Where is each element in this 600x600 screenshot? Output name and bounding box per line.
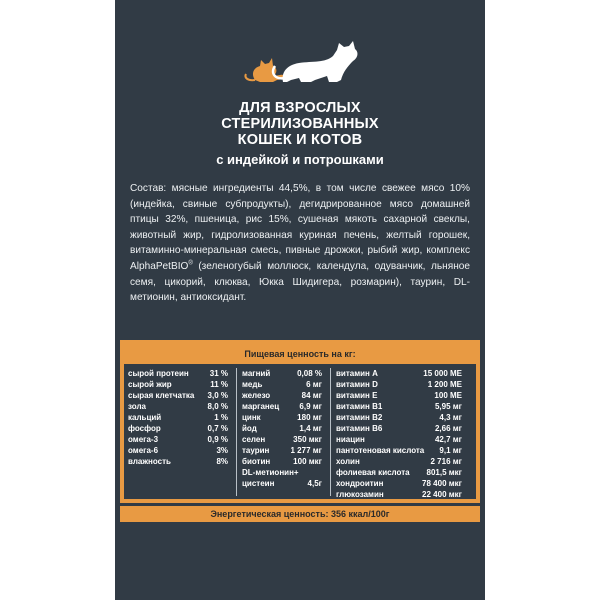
nutrient-row [336, 434, 462, 445]
nutrient-value: 42,7 мг [434, 435, 462, 444]
nutrient-row [336, 478, 462, 489]
nutrient-row [242, 478, 322, 489]
nutrient-name: фосфор [128, 424, 161, 433]
nutrient-name: омега-6 [128, 446, 159, 455]
nutrient-row [128, 390, 228, 401]
nutrient-value: 4,5г [307, 479, 322, 488]
nutrient-row [128, 423, 228, 434]
nutrient-value: 8,0 % [207, 402, 228, 411]
nutrient-row [242, 423, 322, 434]
nutrient-value: 8% [216, 457, 228, 466]
nutrient-name: витамин D [336, 380, 378, 389]
nutrition-column-3 [336, 368, 462, 500]
flavor-subline: с индейкой и потрошками [216, 152, 384, 167]
nutrient-row [336, 423, 462, 434]
nutrient-row [128, 379, 228, 390]
nutrient-name: биотин [242, 457, 271, 466]
nutrient-value: 1,4 мг [299, 424, 322, 433]
nutrient-name: медь [242, 380, 263, 389]
nutrient-name: DL-метионин+ [242, 468, 299, 477]
nutrient-row [336, 379, 462, 390]
nutrient-name: омега-3 [128, 435, 159, 444]
nutrient-row [128, 434, 228, 445]
nutrient-value: 350 мкг [293, 435, 322, 444]
nutrient-row [336, 467, 462, 478]
nutrient-value: 1 200 МЕ [427, 380, 462, 389]
nutrient-name: йод [242, 424, 257, 433]
column-divider [330, 368, 331, 496]
nutrient-row [242, 401, 322, 412]
nutrient-name: витамин В1 [336, 402, 383, 411]
cats-illustration [115, 0, 485, 100]
headline [115, 100, 485, 148]
label-panel [115, 0, 485, 600]
nutrient-value: 3,0 % [207, 391, 228, 400]
nutrient-name: железо [242, 391, 271, 400]
nutrient-name: холин [336, 457, 360, 466]
nutrient-name: ниацин [336, 435, 365, 444]
headline-line-2: СТЕРИЛИЗОВАННЫХ [221, 116, 379, 132]
nutrient-name: витамин А [336, 369, 378, 378]
nutrient-row [242, 390, 322, 401]
nutrient-row [242, 412, 322, 423]
nutrient-value: 78 400 мкг [422, 479, 462, 488]
nutrient-name: сырой жир [128, 380, 172, 389]
nutrition-title: Пищевая ценность на кг: [124, 344, 476, 364]
nutrient-row [242, 445, 322, 456]
nutrient-value: 6,9 мг [299, 402, 322, 411]
column-divider [236, 368, 237, 496]
nutrient-value: 2 716 мг [430, 457, 462, 466]
nutrient-name: цинк [242, 413, 261, 422]
nutrient-row [336, 445, 462, 456]
nutrient-name: фолиевая кислота [336, 468, 410, 477]
composition-text [130, 181, 470, 306]
registered-mark: ® [188, 260, 193, 267]
nutrient-value: 11 % [210, 380, 228, 389]
nutrient-name: пантотеновая кислота [336, 446, 425, 455]
nutrient-name: зола [128, 402, 146, 411]
cat-icon [273, 41, 357, 82]
nutrient-row [336, 412, 462, 423]
nutrient-name: витамин Е [336, 391, 378, 400]
composition-rest: (зеленогубый моллюск, календула, одуванчик, льняное семя, цикорий, клюква, Юкка Шидигера, розмарин), таурин, DL-метионин, антиоксидант. [130, 260, 470, 304]
nutrient-value: 4,3 мг [439, 413, 462, 422]
nutrient-name: влажность [128, 457, 171, 466]
nutrient-value: 0,9 % [207, 435, 228, 444]
nutrient-value: 100 МЕ [434, 391, 462, 400]
nutrient-row [128, 401, 228, 412]
headline-line-3: КОШЕК И КОТОВ [237, 132, 363, 148]
nutrient-value: 801,5 мкг [426, 468, 462, 477]
nutrient-value: 180 мг [297, 413, 322, 422]
nutrient-row [336, 401, 462, 412]
nutrient-row [242, 434, 322, 445]
nutrition-column-2 [242, 368, 322, 489]
nutrient-row [128, 412, 228, 423]
nutrient-name: сырой протеин [128, 369, 189, 378]
nutrient-value: 22 400 мкг [422, 490, 462, 499]
nutrient-value: 15 000 МЕ [423, 369, 462, 378]
nutrient-name: таурин [242, 446, 270, 455]
nutrition-column-1 [128, 368, 228, 467]
nutrient-name: марганец [242, 402, 280, 411]
nutrient-row [128, 445, 228, 456]
nutrient-name: хондроитин [336, 479, 384, 488]
composition-main: Состав: мясные ингредиенты 44,5%, в том числе свежее мясо 10% (индейка, свиные субпродукты), дегидрированное мясо домашней птицы 32%, пшеница, рис 15%, сушеная мякоть сахарной свеклы, животный жир, гидролизованная куриная печень, желтый горошек, витаминно-минеральная смесь, пивные дрожжи, рыбий жир, комплекс AlphaPetBIO [130, 183, 470, 272]
nutrient-row [336, 489, 462, 500]
nutrient-value: 100 мкг [293, 457, 322, 466]
nutrient-name: сырая клетчатка [128, 391, 195, 400]
nutrient-value: 84 мг [301, 391, 322, 400]
nutrient-name: селен [242, 435, 266, 444]
nutrient-row [242, 467, 322, 478]
nutrient-row [242, 379, 322, 390]
nutrient-row [242, 368, 322, 379]
nutrient-value: 9,1 мг [439, 446, 462, 455]
energy-value: Энергетическая ценность: 356 ккал/100г [120, 506, 480, 522]
nutrient-value: 1 277 мг [290, 446, 322, 455]
nutrient-value: 31 % [209, 369, 228, 378]
nutrient-value: 0,7 % [207, 424, 228, 433]
nutrient-value: 2,66 мг [434, 424, 462, 433]
nutrient-name: цистеин [242, 479, 275, 488]
nutrient-value: 6 мг [306, 380, 322, 389]
nutrient-value: 1 % [214, 413, 228, 422]
nutrient-name: магний [242, 369, 271, 378]
nutrient-row [336, 368, 462, 379]
nutrient-name: витамин В2 [336, 413, 383, 422]
headline-line-1: ДЛЯ ВЗРОСЛЫХ [239, 100, 361, 116]
nutrient-name: витамин В6 [336, 424, 383, 433]
nutrient-row [336, 390, 462, 401]
nutrient-row [128, 368, 228, 379]
nutrient-row [128, 456, 228, 467]
nutrition-table [120, 340, 480, 503]
nutrient-value: 0,08 % [297, 369, 322, 378]
nutrient-row [242, 456, 322, 467]
nutrient-name: глюкозамин [336, 490, 384, 499]
nutrient-row [336, 456, 462, 467]
nutrient-value: 3% [216, 446, 228, 455]
nutrient-value: 5,95 мг [434, 402, 462, 411]
nutrient-name: кальций [128, 413, 162, 422]
